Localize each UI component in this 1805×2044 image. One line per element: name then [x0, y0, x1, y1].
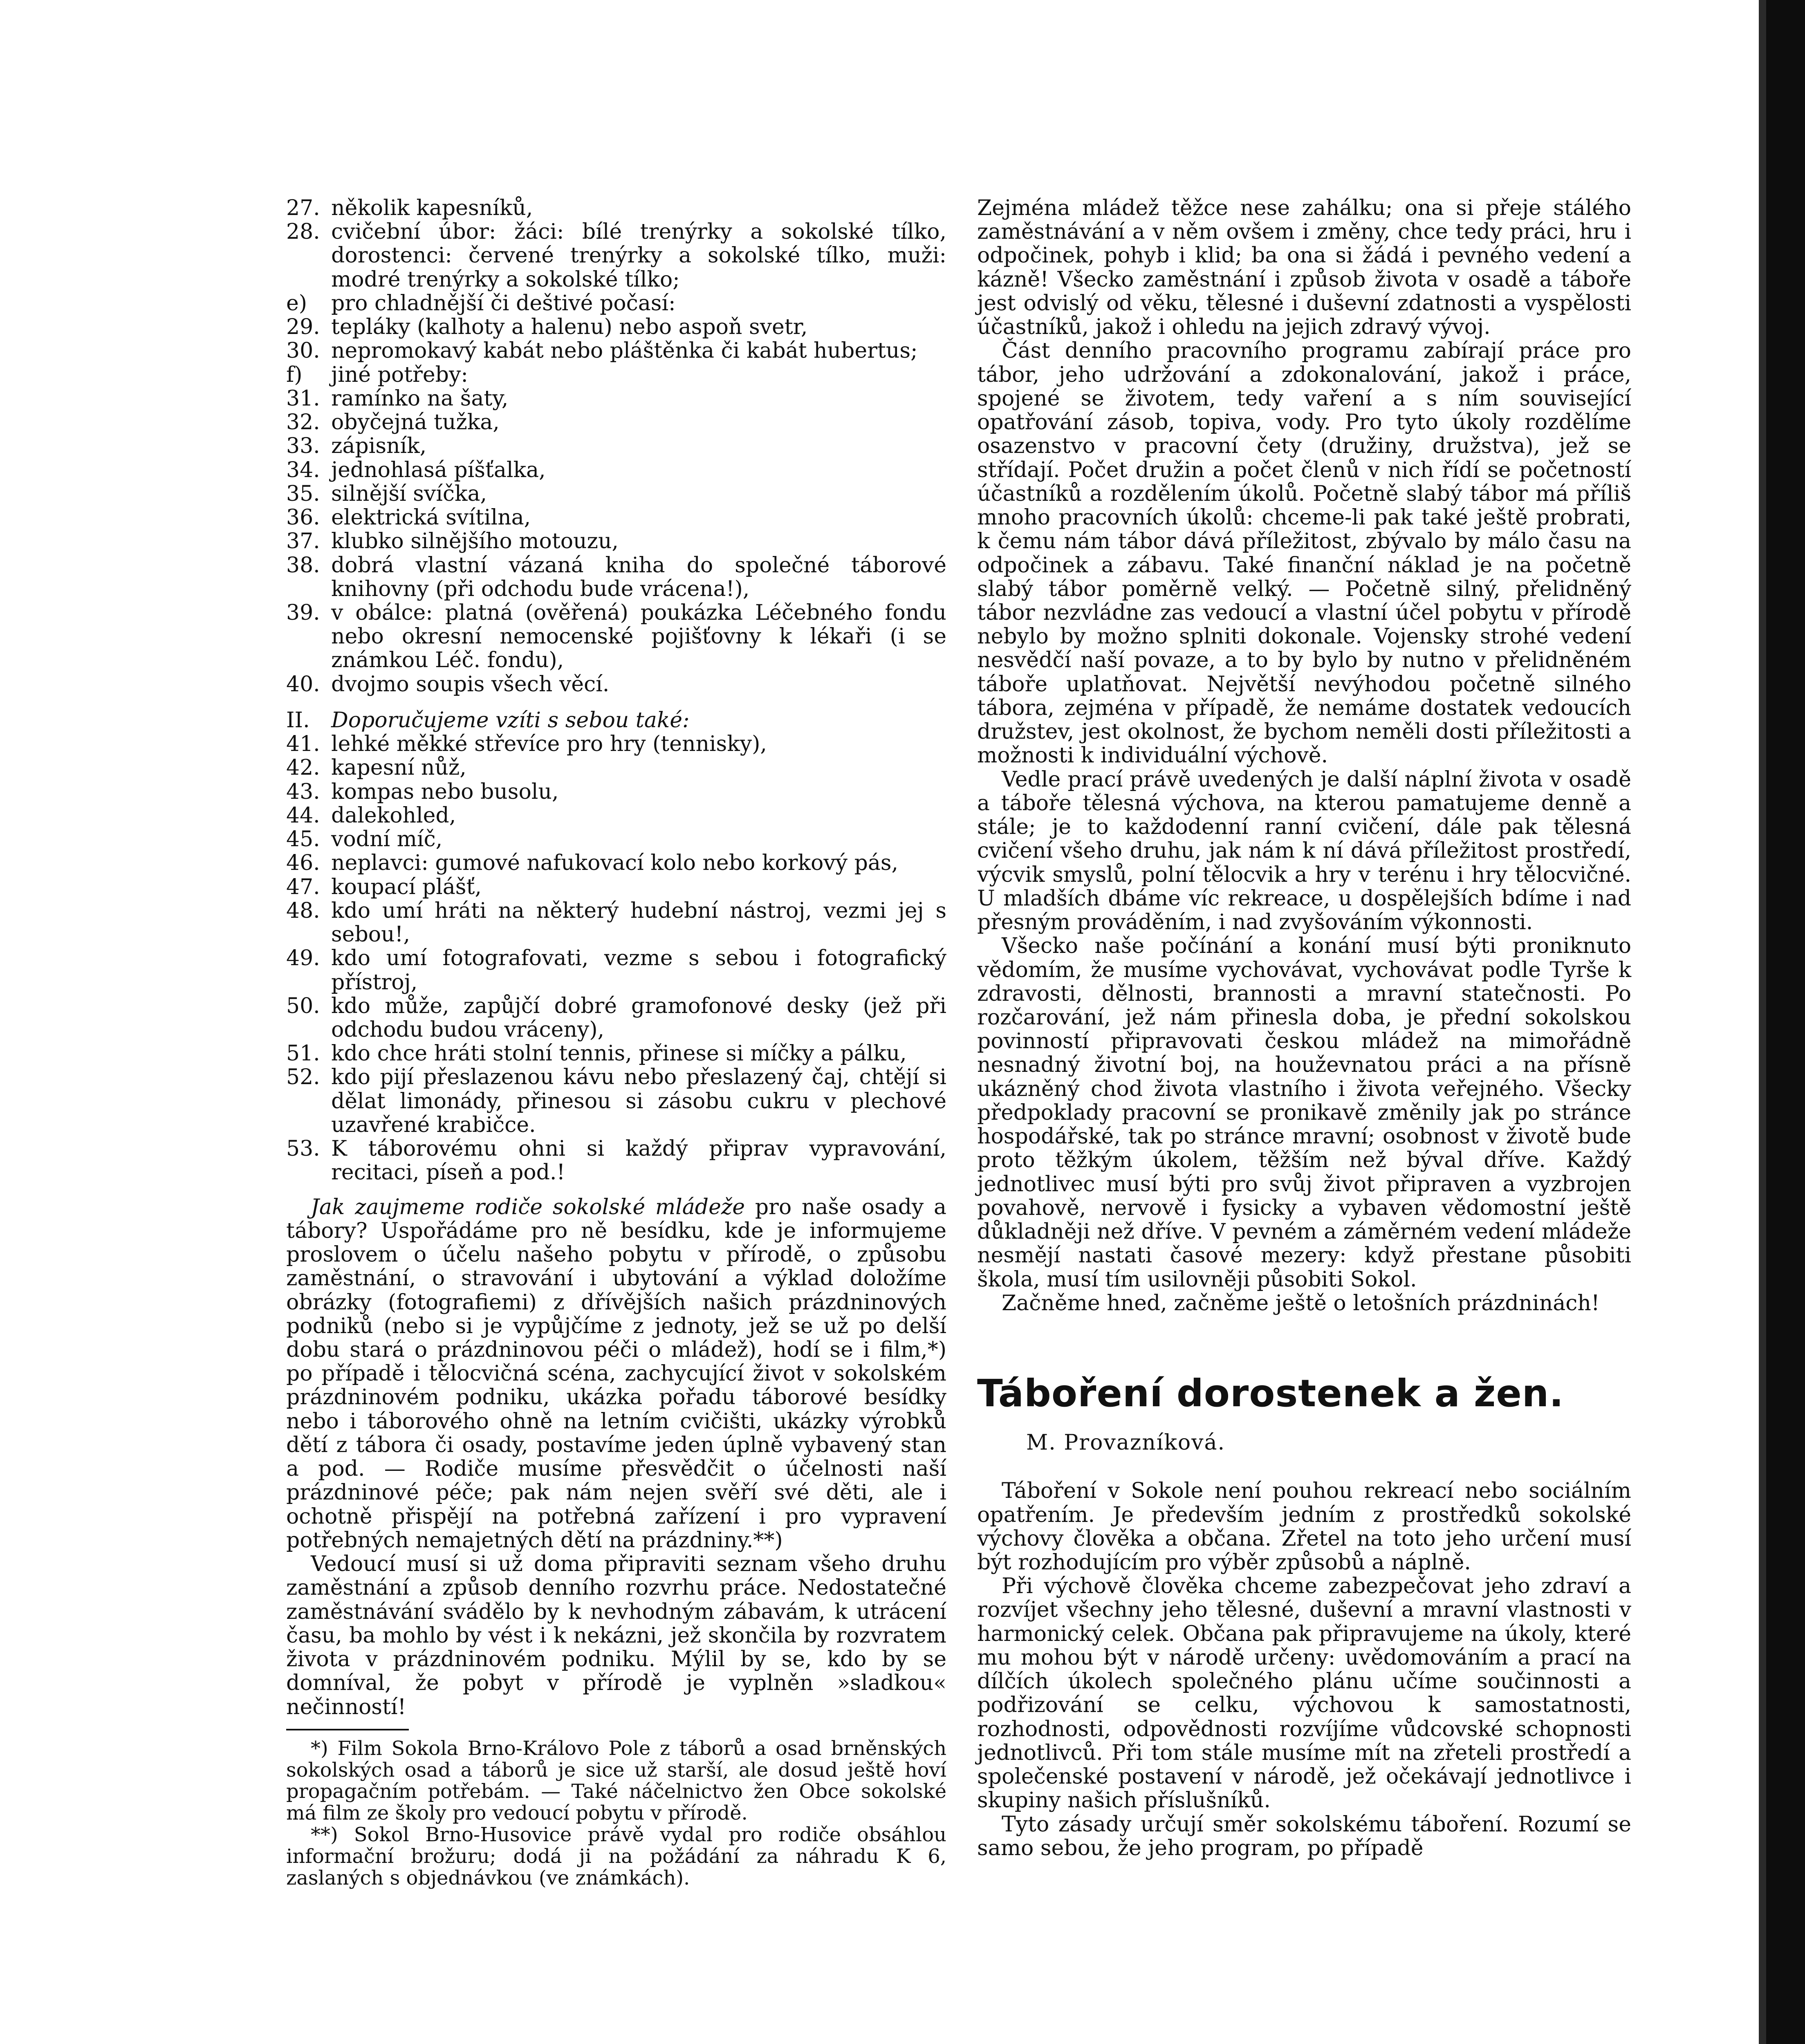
- list-item-number: 35.: [286, 481, 320, 506]
- article-paragraph-1: Táboření v Sokole není pouhou rekreací nebo sociálním opatřením. Je především jedním z prostředků sokolské výchovy člověka a občana. Zřetel na toto jeho určení musí být rozhodujícím pro výběr způsobů a náplně.: [977, 1479, 1631, 1575]
- list-item-text: dalekohled,: [331, 803, 456, 828]
- list-item-number: 51.: [286, 1041, 320, 1066]
- list-item-text: kdo může, zapůjčí dobré gramofonové desky (jež při odchodu budou vráceny),: [331, 993, 946, 1042]
- list-item-number: 44.: [286, 803, 320, 828]
- list-item-text: nepromokavý kabát nebo pláštěnka či kabát hubertus;: [331, 338, 918, 363]
- list-item: [286, 291, 946, 315]
- list-item: [286, 804, 946, 827]
- list-item-text: silnější svíčka,: [331, 481, 487, 506]
- list-item-text: koupací plášť,: [331, 874, 482, 899]
- list-item: [286, 851, 946, 875]
- list-item-number: 37.: [286, 529, 320, 554]
- list-item-number: 45.: [286, 827, 320, 852]
- list-item-number: 27.: [286, 196, 320, 220]
- list-item-number: 28.: [286, 220, 320, 244]
- list-item-number: 50.: [286, 993, 320, 1018]
- list-item: [286, 339, 946, 363]
- section-ii-heading: II. Doporučujeme vzíti s sebou také:: [286, 708, 690, 733]
- list-item-number: f): [286, 362, 303, 387]
- list-item-number: 36.: [286, 505, 320, 530]
- list-item-number: 33.: [286, 434, 320, 459]
- right-column: [977, 196, 1631, 1860]
- list-item-text: lehké měkké střevíce pro hry (tennisky),: [331, 732, 767, 757]
- list-item-text: jiné potřeby:: [331, 362, 468, 387]
- list-item-number: 52.: [286, 1065, 320, 1090]
- list-item: [286, 1065, 946, 1137]
- list-item: [286, 387, 946, 410]
- right-paragraph-1: Zejména mládež těžce nese zahálku; ona si přeje stálého zaměstnávání a v něm ovšem i změny, chce tedy práci, hru i odpočinek, pohyb i klid; ba ona si žádá i pevného vedení a kázně! Všecko zaměstnání i způsob života v osadě a táboře jest odvislý od věku, tělesné i duševní zdatnosti a vyspělosti účastníků, jakož i ohledu na jejich zdravý vývoj.: [977, 196, 1631, 340]
- right-paragraph-5: Začněme hned, začněme ještě o letošních prázdninách!: [1002, 1291, 1600, 1316]
- scan-edge: [1766, 0, 1805, 2044]
- list-item-text: kapesní nůž,: [331, 755, 466, 780]
- list-item: [286, 946, 946, 994]
- list-item-number: 53.: [286, 1136, 320, 1161]
- list-item: [286, 458, 946, 482]
- list-item-text: kompas nebo busolu,: [331, 779, 559, 804]
- list-item-text: v obálce: platná (ověřená) poukázka Léčebného fondu nebo okresní nemocenské pojišťovny k lékaři (i se známkou Léč. fondu),: [331, 600, 946, 673]
- list-item-number: 32.: [286, 410, 320, 435]
- list-item-number: 49.: [286, 946, 320, 971]
- list-item: [286, 554, 946, 601]
- article-paragraph-2: Při výchově člověka chceme zabezpečovat jeho zdraví a rozvíjet všechny jeho tělesné, duševní a mravní vlastnosti v harmonický celek. Občana pak připravujeme na úkoly, které mu mohou být v národě určeny: uvědomováním a prací na dílčích úkolech společného plánu učíme součinnosti a podřizování se celku, výchovou k samostatnosti, rozhodnosti, odpovědnosti rozvíjíme vůdcovské schopnosti jednotlivců. Při tom stále musíme mít na zřeteli prostředí a společenské postavení v národě, jež očekávají jednotlivce i skupiny našich příslušníků.: [977, 1574, 1631, 1813]
- leader-paragraph: Vedoucí musí si už doma připraviti seznam všeho druhu zaměstnání a způsob denního rozvrhu práce. Nedostatečné zaměstnávání svádělo by k nevhodným zábavám, k utrácení času, ba mohlo by vést i k nekázni, jež skončila by rozvratem života v prázdninovém podniku. Mýlil by se, kdo by se domníval, že pobyt v přírodě je vyplněn »sladkou« nečinností!: [286, 1552, 946, 1719]
- list-item-number: 30.: [286, 338, 320, 363]
- list-item: [286, 1137, 946, 1184]
- right-paragraph-3: Vedle prací právě uvedených je další náplní života v osadě a táboře tělesná výchova, na kterou pamatujeme denně a stále; je to každodenní ranní cvičení, dále pak tělesná cvičení všeho druhu, jak nám k ní dává příležitost prostředí, výcvik smyslů, polní tělocvik a hry v terénu i hry tělocvičné. U mladších dbáme víc rekreace, u dospělejších bdíme i nad přesným prováděním, i nad zvyšováním výkonnosti.: [977, 767, 1631, 935]
- list-item: [286, 410, 946, 434]
- article-author: M. Provazníková.: [1026, 1430, 1226, 1455]
- list-item-number: 39.: [286, 600, 320, 625]
- list-item-number: 41.: [286, 732, 320, 757]
- list-item-text: kdo umí fotografovati, vezme s sebou i fotografický přístroj,: [331, 946, 946, 995]
- list-item: [286, 315, 946, 339]
- section-ii-title: Doporučujeme vzíti s sebou také:: [331, 708, 690, 733]
- list-item: [286, 601, 946, 672]
- list-item: [286, 482, 946, 506]
- list-item-text: kdo pijí přeslazenou kávu nebo přeslazený čaj, chtějí si dělat limonády, přinesou si zásobu cukru v plechové uzavřené krabičce.: [331, 1065, 946, 1137]
- list-item-text: jednohlasá píšťalka,: [331, 457, 546, 482]
- list-item: [286, 875, 946, 899]
- list-item-text: dvojmo soupis všech věcí.: [331, 672, 610, 697]
- list-item-number: 29.: [286, 315, 320, 340]
- list-item-text: elektrická svítilna,: [331, 505, 531, 530]
- footnote-1: *) Film Sokola Brno-Královo Pole z táborů a osad brněnských sokolských osad a táborů je sice už starší, ale dosud ještě hoví propagačním potřebám. — Také náčelnictvo žen Obce sokolské má film ze školy pro vedoucí pobytu v přírodě.: [286, 1737, 946, 1825]
- scan-edge-shadow: [1759, 0, 1766, 2044]
- equipment-list-top: [286, 196, 946, 696]
- footnote-rule: [286, 1729, 409, 1730]
- list-item: [286, 672, 946, 696]
- list-item-text: K táborovému ohni si každý připrav vypravování, recitaci, píseň a pod.!: [331, 1136, 946, 1185]
- list-item-number: 31.: [286, 386, 320, 411]
- list-item-number: 42.: [286, 755, 320, 780]
- list-item: [286, 827, 946, 851]
- list-item: [286, 1042, 946, 1065]
- list-item-text: kdo chce hráti stolní tennis, přinese si míčky a pálku,: [331, 1041, 907, 1066]
- list-item: [286, 434, 946, 458]
- list-item-number: 38.: [286, 553, 320, 578]
- list-item-number: 40.: [286, 672, 320, 697]
- right-paragraph-2: Část denního pracovního programu zabírají práce pro tábor, jeho udržování a zdokonalování, jakož i práce, spojené se životem, tedy vaření a s ním související opatřování zásob, topiva, vody. Pro tyto úkoly rozdělíme osazenstvo v pracovní čety (družiny, družstva), jež se střídají. Počet družin a počet členů v nich řídí se početností účastníků a rozdělením úkolů. Početně slabý tábor má příliš mnoho pracovních úkolů: chceme-li pak také ještě probrati, k čemu nám tábor dává příležitost, zbývalo by málo času na odpočinek a zábavu. Také finanční náklad je na početně slabý tábor poměrně velký. — Početně silný, přelidněný tábor nezvládne zas vedoucí a vlastní účel pobytu v přírodě nebylo by možno splniti dokonale. Vojensky strohé vedení nesvědčí naší povaze, a to by bylo by nutno v přelidněném táboře uplatňovat. Největší nevýhodou početně silného tábora, zejména v případě, že nemáme dostatek vedoucích družstev, jest okolnost, že bychom neměli dosti příležitosti a možnosti k individuální výchově.: [977, 338, 1631, 768]
- list-item-text: dobrá vlastní vázaná kniha do společné táborové knihovny (při odchodu bude vrácena!),: [331, 553, 946, 601]
- list-item-text: neplavci: gumové nafukovací kolo nebo korkový pás,: [331, 851, 899, 876]
- left-column: [286, 196, 946, 1889]
- list-item-text: kdo umí hráti na některý hudební nástroj, vezmi jej s sebou!,: [331, 898, 946, 947]
- list-item: [286, 899, 946, 946]
- list-item: [286, 506, 946, 529]
- list-item-number: e): [286, 291, 307, 316]
- list-item-text: pro chladnější či deštivé počasí:: [331, 291, 676, 316]
- list-item-number: 48.: [286, 898, 320, 923]
- list-item-text: zápisník,: [331, 434, 427, 459]
- right-paragraph-4: Všecko naše počínání a konání musí býti proniknuto vědomím, že musíme vychovávat, vychovávat podle Tyrše k zdravosti, dělnosti, brannosti a mravní statečnosti. Po rozčarování, jež nám přinesla doba, je přední sokolskou povinností připravovati českou mládež na mimořádně nesnadný životní boj, na houževnatou práci a na přísně ukázněný chod života vlastního i života veřejného. Všecky předpoklady pracovní se pronikavě změnily jak po stránce hospodářské, tak po stránce mravní; osobnost v životě bude proto těžkým úkolem, těžším než býval dříve. Každý jednotlivec musí býti pro svůj život připraven a vyzbrojen povahově, nervově i fysicky a vybaven vědomostní ještě důkladněji než dříve. V pevném a záměrném vedení mládeže nesmějí nastati časové mezery: když přestane působiti škola, musí tím usilovněji působiti Sokol.: [977, 934, 1631, 1292]
- article-heading: Táboření dorostenek a žen.: [977, 1372, 1564, 1416]
- footnotes: [286, 1738, 946, 1889]
- list-item: [286, 780, 946, 804]
- parents-paragraph: Jak zaujmeme rodiče sokolské mládeže pro naše osady a tábory? Uspořádáme pro ně besídku, kde je informujeme proslovem o účelu našeho pobytu v přírodě, o způsobu zaměstnání, o stravování i ubytování a výklad doložíme obrázky (fotografiemi) z dřívějších našich prázdninových podniků (nebo si je vypůjčíme z jednoty, jež se už po delší dobu stará o prázdninovou péči o mládež), hodí se i film,*) po případě i tělocvičná scéna, zachycující život v sokolském prázdninovém podniku, ukázka pořadu táborové besídky nebo i táborového ohně na letním cvičišti, ukázky výrobků dětí z tábora či osady, postavíme jeden úplně vybavený stan a pod. — Rodiče musíme přesvědčit o účelnosti naší prázdninové péče; pak nám nejen svěří své děti, ale i ochotně přispějí na potřebná zařízení i pro vypravení potřebných nemajetných dětí na prázdniny.**): [286, 1195, 946, 1553]
- list-item-text: cvičební úbor: žáci: bílé trenýrky a sokolské tílko, dorostenci: červené trenýrky a sokolské tílko, muži: modré trenýrky a sokolské tílko;: [331, 220, 946, 292]
- list-item: [286, 220, 946, 291]
- list-item-text: vodní míč,: [331, 827, 443, 852]
- list-item: [286, 196, 946, 220]
- list-item: [286, 994, 946, 1042]
- article-paragraph-3: Tyto zásady určují směr sokolskému táboření. Rozumí se samo sebou, že jeho program, po případě: [977, 1812, 1631, 1860]
- list-item: [286, 529, 946, 553]
- list-item-text: ramínko na šaty,: [331, 386, 509, 411]
- list-item-text: několik kapesníků,: [331, 196, 533, 220]
- list-item-number: 34.: [286, 457, 320, 482]
- list-item: [286, 363, 946, 387]
- list-item-text: obyčejná tužka,: [331, 410, 500, 435]
- list-item: [286, 732, 946, 756]
- list-item: [286, 756, 946, 780]
- list-item-number: 46.: [286, 851, 320, 876]
- list-item-text: klubko silnějšího motouzu,: [331, 529, 619, 554]
- list-item-number: 43.: [286, 779, 320, 804]
- equipment-list-bottom: [286, 732, 946, 1184]
- footnote-2: **) Sokol Brno-Husovice právě vydal pro rodiče obsáhlou informační brožuru; dodá ji na požádání za náhradu K 6, zaslaných s objednávkou (ve známkách).: [286, 1823, 946, 1889]
- list-item-text: tepláky (kalhoty a halenu) nebo aspoň svetr,: [331, 315, 808, 340]
- list-item-number: 47.: [286, 874, 320, 899]
